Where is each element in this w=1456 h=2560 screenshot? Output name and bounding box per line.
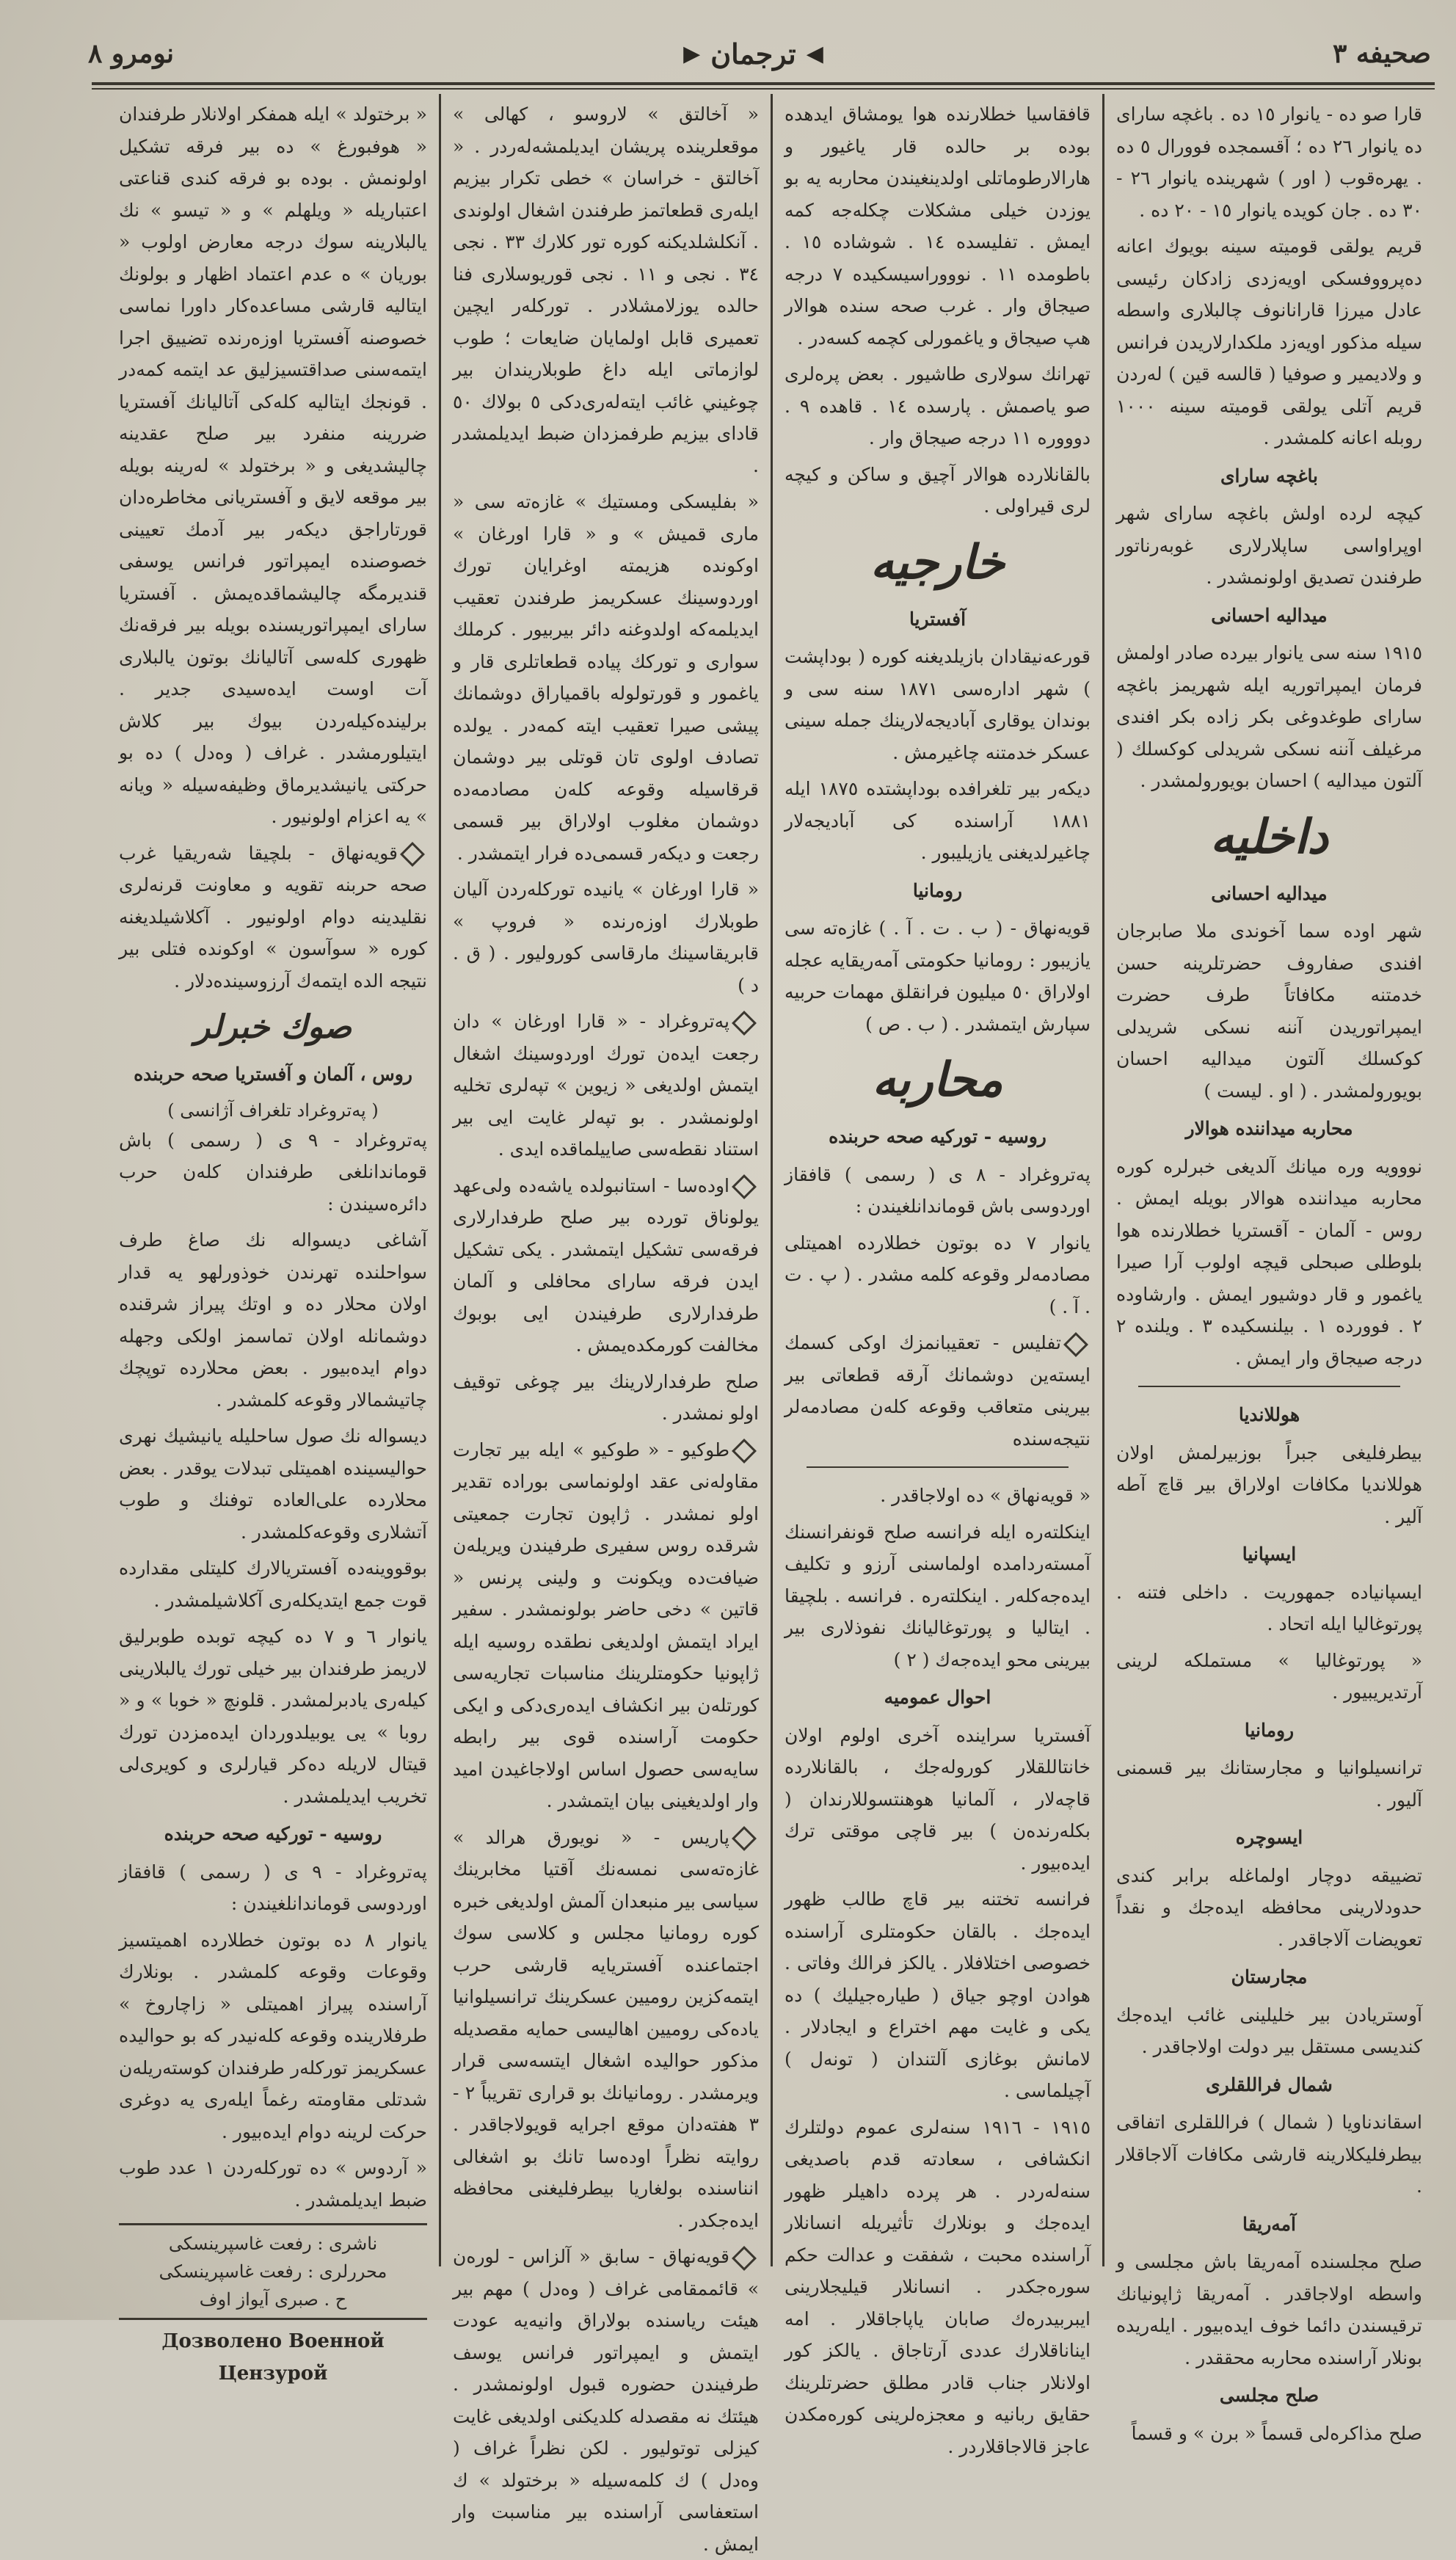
paragraph-text: پاريس - « نويورق هرالد » غازەته‌سى نمسه‌نك آقتيا مخابرينك سياسى بير منبعدان آلمش اولديغى خبره كوره رومانيا مجلس و كلاسى سوك اجتماعنده آفستريايه قارشى حرب ايتمه‌كزين روميين عسكرينك ترانسيلوانيا ياده‌كى روميين اهاليسى حمايه مقصديله مذكور حواليده اشغال ايتسه‌سى قرار ويرمشدر . رومانيانك بو قرارى تقريباً ٢ - ٣ هفته‌دان موقع اجرايه قويولاجاقدر . روايته نظراً اوده‌سا تانك بو اشغالى انناسنده بولغاريا بيطرفليغنى محافظه ايدەجكدر . [453, 1826, 759, 2231]
paragraph: صلح طرفدارلارينك بير چوغى توقيف اولو نمشدر . [453, 1370, 759, 1424]
paragraph: « قويەنهاق » ده اولاجاقدر . [880, 1485, 1091, 1506]
paragraph: قارا صو ده - يانوار ١٥ ده . باغچه سارای ده يانوار ٢٦ ده ؛ آقسمجده فوورال ٥ ده . يهرەقوب ( اور ) شهرينده يانوار ٢٦ - ٣٠ ده . جان كويده يانوار ١٥ - ٢٠ ده . [1116, 103, 1423, 221]
paragraph: پەتروغراد - ٩ ى ( رسمى ) قافقاز اوردوسى قوماندانلغيندن : [119, 1861, 427, 1914]
paragraph: صلح مذاكرەلى قسماً « برن » و قسماً [1131, 2422, 1422, 2444]
paragraph: آشاغى ديسواله نك صاغ طرف سواحلنده تهرندن خوذورلهو يه قدار اولان محلار ده و اوتك پيراز شرقنده دوشمانله اولان تماسمز اولكى وجهله دوام ايدەبيور . بعض محلارده توپچك چاتيشمالار وقوعه كلمشدر . [119, 1229, 427, 1411]
paragraph: اينكلتەره ايله فرانسه صلح قونفرانسنك آمستەردامده اولماسنى آرزو و تكليف ايدەجەكلەر . اينكلتەره . فرانسه . بلچيقا . ايتاليا و پورتوغاليانك نفوذلارى بير بيرينى محو ايدەجەك ( ٢ ) [785, 1521, 1091, 1670]
paragraph [453, 1434, 759, 1817]
section-heading: ميداليه احسانى [1211, 604, 1328, 626]
section-heading: آمەريقا [1242, 2213, 1297, 2235]
paragraph: تهرانك سولارى طاشيور . بعض پرەلرى صو ياصمش . پارسده ١٤ . قاهده ٩ . دوووره ١١ درجه صيجاق وار . [785, 363, 1091, 448]
section-heading: رومانيا [1244, 1719, 1295, 1741]
arrow-left-icon: ▶ [683, 40, 701, 67]
page-number: صحيفه ٣ [1332, 38, 1431, 69]
paragraph: قريم يولقى قوميته سينه بويوك اعانه دەپرووفسكى اويەزدى زادكان رئيسى عادل ميرزا قارانانوف چالبلارى واسطه سيله مذكور اويەزد ملكدارلاريدن فرانس و ولاديمير و صوفيا ( قالسه قين ) لەردن قريم آتلى يولقى قوميته سينه ١٠٠٠ روبله اعانه كلمشدر . [1116, 236, 1422, 448]
section-heading: صلح مجلسى [1219, 2385, 1320, 2406]
paragraph: يانوار ٦ و ٧ ده كيچه توبده طوبرليق لاريمز طرفندان بير خيلى تورك يالبلارينى كيلەرى يادبرلمشدر . قلونچ « خوبا » و « روبا » يى يوبيلدوردان ايدەمزدن تورك قيتال لاريله ده‌كر قيارلرى و كويرى‌لى تخريب ايديلمشدر . [119, 1626, 427, 1807]
editor-name: ح . صبرى آيواز اوف [199, 2289, 347, 2310]
paragraph: تضييقه دوچار اولماغله برابر كندى حدودلارينى محافظه ايدەجك و نقداً تعويضات آلاجاقدر . [1116, 1864, 1422, 1950]
paragraph: بيطرفليغى جبراً بوزبيرلمش اولان هوللانديا مكافات اولاراق بير قاچ آطه آلير . [1116, 1441, 1422, 1527]
news-source: ( پەتروغراد تلغراف آژانسى ) [167, 1099, 379, 1121]
paragraph: پەتروغراد - ٨ ى ( رسمى ) قافقاز اوردوسى باش قوماندانلغيندن : [785, 1163, 1091, 1217]
section-heading: ايسپانيا [1242, 1543, 1297, 1565]
paragraph-text: اوده‌سا - استانبولده ياشه‌ده ولى‌عهد يولوناق تورده بير صلح طرفدارلارى فرقه‌سى تشكيل ايتمشدر . يكى تشكيل ايدن فرقه سارای محافلى و آلمان طرفدارلارى طرفيندن ايى بوبوك مخالفت كورمكده‌يمش . [453, 1174, 759, 1356]
section-heading: روس ، آلمان و آفستريا صحه حربنده [134, 1063, 412, 1085]
divider [1138, 1386, 1400, 1387]
paragraph: قويەنهاق - ( ب . ت . آ . ) غازەته سى يازيبور : رومانيا حكومتى آمەريقايه عجله اولاراق ٥٠ ميليون فرانقلق مهمات حربيه سپارش ايتمشدر . ( ب . ص ) [785, 917, 1091, 1035]
paragraph: قافقاسيا خطلارنده هوا يومشاق ايدهده بوده بر حالده قار ياغيور و هارالارطوماتلى اولدينغيندن محاربه يه بو يوزدن خيلى مشكلات چكلەجه كمه ايمش . تفليسده ١٤ . شوشاده ١٥ . باطومده ١١ . نوووراسيسكيده ٧ درجه صيجاق وار . غرب صحه سنده هوالار هپ صيجاق و ياغمورلى كچمه كسەدر . [785, 103, 1091, 349]
paragraph [453, 2241, 759, 2560]
publisher-line [119, 2230, 427, 2258]
paragraph: ترانسيلوانيا و مجارستانك بير قسمنى آليور . [1116, 1757, 1422, 1811]
diamond-bullet-icon [732, 2246, 757, 2271]
paragraph: اسقاندناويا ( شمال ) فراللقلرى اتفاقى بيطرفليكلارينه قارشى مكافات آلاجاقلار . [1116, 2112, 1422, 2197]
paragraph [785, 1327, 1091, 1455]
divider [807, 1466, 1069, 1468]
column-4 [107, 94, 439, 2385]
paragraph: قورعەنيقادان بازيلديغنه كوره ( بوداپشت ) شهر ادارەسى ١٨٧١ سنه سى و بوندان يوقارى آباديجەلارينك جمله سينى عسكر خدمتنه چاغيرمش . [785, 646, 1091, 763]
paragraph: آوستريادن بير خليلينى غائب ايدەجك كنديسى مستقل بير دولت اولاجاقدر . [1116, 2004, 1422, 2057]
header-rule-thin [92, 88, 1435, 90]
paragraph [453, 1170, 759, 1361]
newspaper-title: ترجمان [710, 37, 796, 70]
paragraph: بالقانلارده هوالار آچيق و ساكن و كيچه لرى قيراولى . [785, 463, 1091, 517]
paragraph: صلح مجلسنده آمەريقا باش مجلسى و واسطه اولاجاقدر . آمەريقا ژاپونيانك ترقيسندن دائما خوف ايدەبيور . ايلەريده بونلار آراسنده محاربه محققدر . [1116, 2251, 1422, 2368]
paragraph [119, 837, 427, 997]
paragraph [453, 1822, 759, 2237]
paragraph: آفستريا سراينده آخرى اولوم اولان خانتاللقلار كورولەجك ، بالقانلاردە قاچه‌لار ، آلمانيا هوهنتسوللارندان ( بكلەرندەن ) بير قاچى موقتى ترك ايدەبيور . [785, 1724, 1091, 1874]
editors-label: محررلرى : [307, 2261, 387, 2282]
diamond-bullet-icon [732, 1826, 757, 1851]
section-heading: ميداليه احسانى [1211, 882, 1328, 904]
section-heading: رومانيا [912, 879, 963, 901]
column-3 [439, 94, 771, 2555]
paragraph-text: تفليس - تعقيبانمزك اوكى كسمك ايسته‌ين دوشمانك آرقه قطعاتى بير بيرينى متعاقب وقوعه كلەن مصادمه‌لر نتيجه‌سنده [785, 1332, 1091, 1450]
issue-number: نومرو ٨ [88, 38, 175, 69]
header-rule [92, 82, 1435, 85]
paragraph: پەتروغراد - ٩ ى ( رسمى ) باش قوماندانلغى طرفندان كلەن حرب دائرەسيندن : [119, 1129, 427, 1215]
diamond-bullet-icon [732, 1174, 757, 1199]
section-heading: آفستريا [909, 608, 967, 630]
paragraph: يانوار ٧ ده بوتون خطلارده اهميتلى مصادمەلر وقوعه كلمه مشدر . ( پ . ت . آ . ) [785, 1232, 1091, 1317]
diamond-bullet-icon [732, 1439, 757, 1463]
paragraph: كيچه لرده اولش باغچه سارای شهر اوپراواسى ساپلارلارى غوبەرناتور طرفندن تصديق اولونمشدر . [1116, 503, 1422, 588]
paragraph: « آردوس » ده تورکلەردن ١ عدد طوب ضبط ايديلمشدر . [119, 2157, 427, 2211]
paragraph: ١٩١٥ - ١٩١٦ سنه‌لرى عموم دولتلرك انكشافى ، سعادته قدم باصديغى سنه‌لەردر . هر پرده داهيلر ظهور ايدەجك و بونلارك تأثيريله انسانلار آراسنده محبت ، شفقت و عدالت حكم سوره‌جكدر . انسانلار قيليجلارينى ايبربيدره‌ك صابان ياپاجاقلار . امه ايناناقلارك عددى آرتاجاق . يالكز كور اولانلار جناب قادر مطلق حضرتلرينك حقايق ربانيه و معجزەلرينى كوره‌مكدن عاجز قالاجاقلاردر . [785, 2116, 1091, 2457]
section-heading: باغچه سارای [1220, 465, 1319, 487]
paragraph-text: قويەنهاق - سابق « آلزاس - لورەن » قائممقامى غراف ( وەدل ) مهم بير هيئت رياسنده بولاراق وانيه‌يه عودت ايتمش و ايمپراتور فرانس يوسف طرفيندن حضوره قبول اولونمشدر . هيئتك نه مقصدله كلديكنى اولديغى غايت كيزلى توتوليور . لكن نظراً غراف ( وەدل ) ك كلمه‌سيله « برختولد » ك استعفاسى آراسنده بير مناسبت وار ايمش . [453, 2246, 759, 2555]
paragraph: « پورتوغاليا » مستملكه لرينى آرتديريبيور . [1116, 1649, 1422, 1703]
imprint [119, 2223, 427, 2320]
section-title-foreign: خارجيه [870, 534, 1005, 590]
column-1 [1102, 94, 1434, 2444]
section-title-latest-news: صوك خبرلر [194, 1008, 352, 1046]
paragraph-text: قويەنهاق - بلچيقا شەريقيا غرب صحه حربنه تقويه و معاونت قرنه‌لرى نقليدينه دوام اولونيور . آكلاشيلديغنه كوره « سوآسون » اوكونده فتلى بير نتيجه الده ايتمه‌ك آرزوسينده‌دلار . [119, 842, 427, 992]
section-heading: روسيه - توركيه صحه حربنده [829, 1126, 1046, 1147]
section-heading: روسيه - توركيه صحه حربنده [164, 1823, 382, 1844]
paragraph: ديسواله نك صول ساحليله يانيشيك نهرى حواليسينده اهميتلى تبدلات يوقدر . بعض محلارده على‌العاده توفنك و طوب آتشلارى وقوعه‌كلمشدر . [119, 1425, 427, 1543]
paragraph-text: طوكيو - « طوكيو » ايله بير تجارت مقاوله‌نى عقد اولونماسى بوراده تقدير اولو نمشدر . ژاپون تجارت جمعيتى شرقده روس سفيرى طرفيندن ويريلەن ضيافت‌ده ويكونت و ولينى پرنس « قاتين » دخى حاضر بولونمشدر . سفير ايراد ايتمش اولديغى نطقده روسيه ايله ژاپونيا حكومتلرينك مناسبات تجاريه‌سى كورتلەن بير انكشاف ايدەرى‌دكى و ايكى حكومت آراسنده قوى بير رابطه سايه‌سى حصول اساس اولاجاغيدن اميد وار اولديغينى بيان ايتمشدر . [453, 1439, 759, 1811]
paragraph: « آخالتق » لاروسو ، كهالى » موقعلرينده پريشان ايديلمشه‌لەردر . « آخالتق - خراسان » خطى تكرار بيزيم ايلەرى قطعاتمز طرفندن اشغال اولوندى . آنكلشلديكنه كوره تور كلارك ٣٣ . نجى ٣٤ . نجى و ١١ . نجى قوريوسلارى فنا حالده يوزلامشلادر . توركلەر ايچين تعميرى قابل اولمايان ضايعات ؛ طوب لوازماتى ايله داغ طوبلاريندان بير چوغيني غائب ايتەلەرى‌دكى ٥ بولاك ٥٠ قاداى بيزيم طرفمزدان ضبط ايديلمشدر . [453, 103, 760, 476]
editor-line-2 [119, 2286, 427, 2313]
paragraph: بوقووينه‌ده آفستريالارك كليتلى مقدارده قوت جمع ايتديكلەرى آكلاشيلمشدر . [119, 1557, 427, 1611]
section-heading: شمال فراللقلرى [1206, 2073, 1333, 2095]
diamond-bullet-icon [1063, 1332, 1088, 1357]
paragraph: « برختولد » ايله همفكر اولانلار طرفندان « هوفبورغ » ده بير فرقه تشكيل اولونمش . بوده بو فرقه كندى قناعتى اعتباريله « ويلهلم » و « تيسو » نك يالبلارينه سوك درجه معارض اولوب « بوريان » ه عدم اعتماد اظهار و بولونك ايتاليه قارشى مساعده‌كار داورا نماسى خصوصنه آفستريا اوزەرنده تضييق اجرا ايتمه‌سنى صداقتسيزليق عد ايتمه كمەدر . قونجك ايتاليه كلەكى آتاليانك آفستريا ضررينه منفرد بير صلح عقدينه چاليشديغى و « برختولد » لەرينه بويله بير موقعه لايق و آفستريانى مخاطره‌دان قورتاراجق ديكەر بير آدمك تعيينى خصوصنده ايمپراتور فرانس يوسفى قنديرمگه چاليشماقده‌يمش . آفستريا سارای ايمپراتوريسنده بويله بير فرقه‌نك ظهورى كلەسى آتاليانك بوتون يالبلارى آت اوست ايده‌سيدى جدير . برلينده‌كيلەردن بيوك بير كلاش ايتيلورمشدر . غراف ( وەدل ) ده بو حركتى يانيشديرماق وظيفه‌سيله « ويانه » يه اعزام اولونيور . [119, 103, 427, 827]
paragraph [453, 1006, 759, 1166]
arrow-right-icon: ◀ [806, 40, 823, 67]
editor-name: رفعت غاسپرينسكى [159, 2261, 302, 2282]
column-2 [771, 94, 1102, 2457]
paragraph: نووويه وره ميانك آلديغى خبرلره كوره محاربه ميداننده هوالار بويله ايمش . روس - آلمان - آقستريا خطلارنده هوا بلوطلى صبحلى قيچه اولوب آرا صيرا ياغمور و قار دوشيور ايمش . وارشاوده ٢ . فوورده ١ . بيلنسكيده ٣ . ويلنده ٢ درجه صيجاق وار ايمش . [1116, 1155, 1422, 1369]
paragraph-text: پەتروغراد - « قارا اورغان » دان رجعت ايدەن تورك اوردوسينك اشغال ايتمش اولديغى « زيوين » تپه‌لرى تخليه اولونمشدر . بو تپه‌لر غايت ايى بير استناد نقطه‌سى صاييلماقده ايدى . [453, 1011, 759, 1160]
paragraph: يانوار ٨ ده بوتون خطلارده اهميتسيز وقوعات وقوعه كلمشدر . بونلارك آراسنده پيراز اهميتلى « زاچاروخ » طرفلارينده وقوعه كلەنيدر كه بو حواليده عسكريمز توركلەر طرفندان كوسته‌ريلەن شدتلى مقاومته رغماً ايلەرى يه دوغرى حركت لرينه دوام ايدەبيور . [119, 1929, 427, 2142]
publisher-name: رفعت غاسپرينسكى [168, 2233, 312, 2254]
section-title-war: محاربه [872, 1052, 1003, 1108]
diamond-bullet-icon [400, 842, 425, 867]
masthead [683, 37, 823, 70]
page-header [88, 28, 1431, 79]
paragraph: « بفليسكى ومستيك » غازەته سى « مارى قميش » و « قارا اورغان » اوكونده هزيمته اوغرايان تورك اوردوسينك عسكريمز طرفندن تعقيب ايديلمه‌كه اولدوغنه دائر بيربيور . كرملك سوارى و توركك پياده قطعاتلرى قار و ياغمور و قورتولوله باقمياراق دوشمانك پيشى صيرا تعقيب ايته كمەدر . يولده تصادف اولوى تان قوتلى بير دوشمان قرقاسيله وقوعه كلەن مصادمه‌ده دوشمان مغلوب اولاراق بير قسمى رجعت و ديكەر قسمى‌ده فرار ايتمشدر . [453, 491, 759, 864]
section-heading: محاربه ميداننده هوالار [1185, 1118, 1353, 1139]
section-heading: ايسوچره [1235, 1827, 1303, 1848]
paragraph: ديكەر بير تلغرافده بوداپشتده ١٨٧٥ ايله ١٨٨١ آراسنده كى آباديجەلار چاغيرلديغنى يازيليبور . [785, 778, 1091, 863]
paragraph: فرانسه تختنه بير قاچ طالب ظهور ايدەجك . بالقان حكومتلرى آراسنده خصوصى اختلافلار . يالكز فرالك وفاتى . هوادن اوچو جياق ( طياره‌جيليك ) ده يكى و غايت مهم اختراع و ايجادلار . لامانش بوغازى آلتندان ( تونەل ) آچيلماسى . [785, 1888, 1091, 2101]
section-heading: مجارستان [1231, 1966, 1308, 1988]
paragraph: « قارا اورغان » يانيده توركلەردن آليان طوبلارك اوزەرنده « فروپ » قابريقاسينك مارقاسى كوروليور . ( ق . د ) [453, 879, 759, 996]
paragraph: ١٩١٥ سنه سى يانوار بيرده صادر اولمش فرمان ايمپراتوريه ايله شهريمز باغچه سارای طوغدوغى بكر زاده بكر افندى مرغيلف آننه نسكى شريدلى كوكسلك ( آلتون ميداليه ) احسان بويورولمشدر . [1116, 642, 1422, 791]
section-title-domestic: داخليه [1210, 809, 1328, 865]
censor-approval: Дозволено Военной Цензурой [161, 2330, 385, 2385]
paragraph: ايسپانياده جمهوريت . داخلى فتنه . پورتوغاليا ايله اتحاد . [1116, 1581, 1422, 1634]
publisher-label: ناشرى : [317, 2233, 378, 2254]
paragraph: شهر اوده سما آخوندى ملا صابرجان افندى صفاروف حضرتلرينه حسن خدمتنه مكافاتاً طرف حضرت ايمپراتوريدن آننه نسكى شريدلى كوكسلك آلتون ميداليه احسان بويورولمشدر . ( او . ليست ) [1116, 920, 1422, 1102]
diamond-bullet-icon [732, 1011, 757, 1036]
article-columns [94, 94, 1434, 2555]
editors-line [119, 2258, 427, 2286]
section-heading: هوللانديا [1238, 1404, 1300, 1425]
section-heading: احوال عموميه [884, 1687, 991, 1708]
